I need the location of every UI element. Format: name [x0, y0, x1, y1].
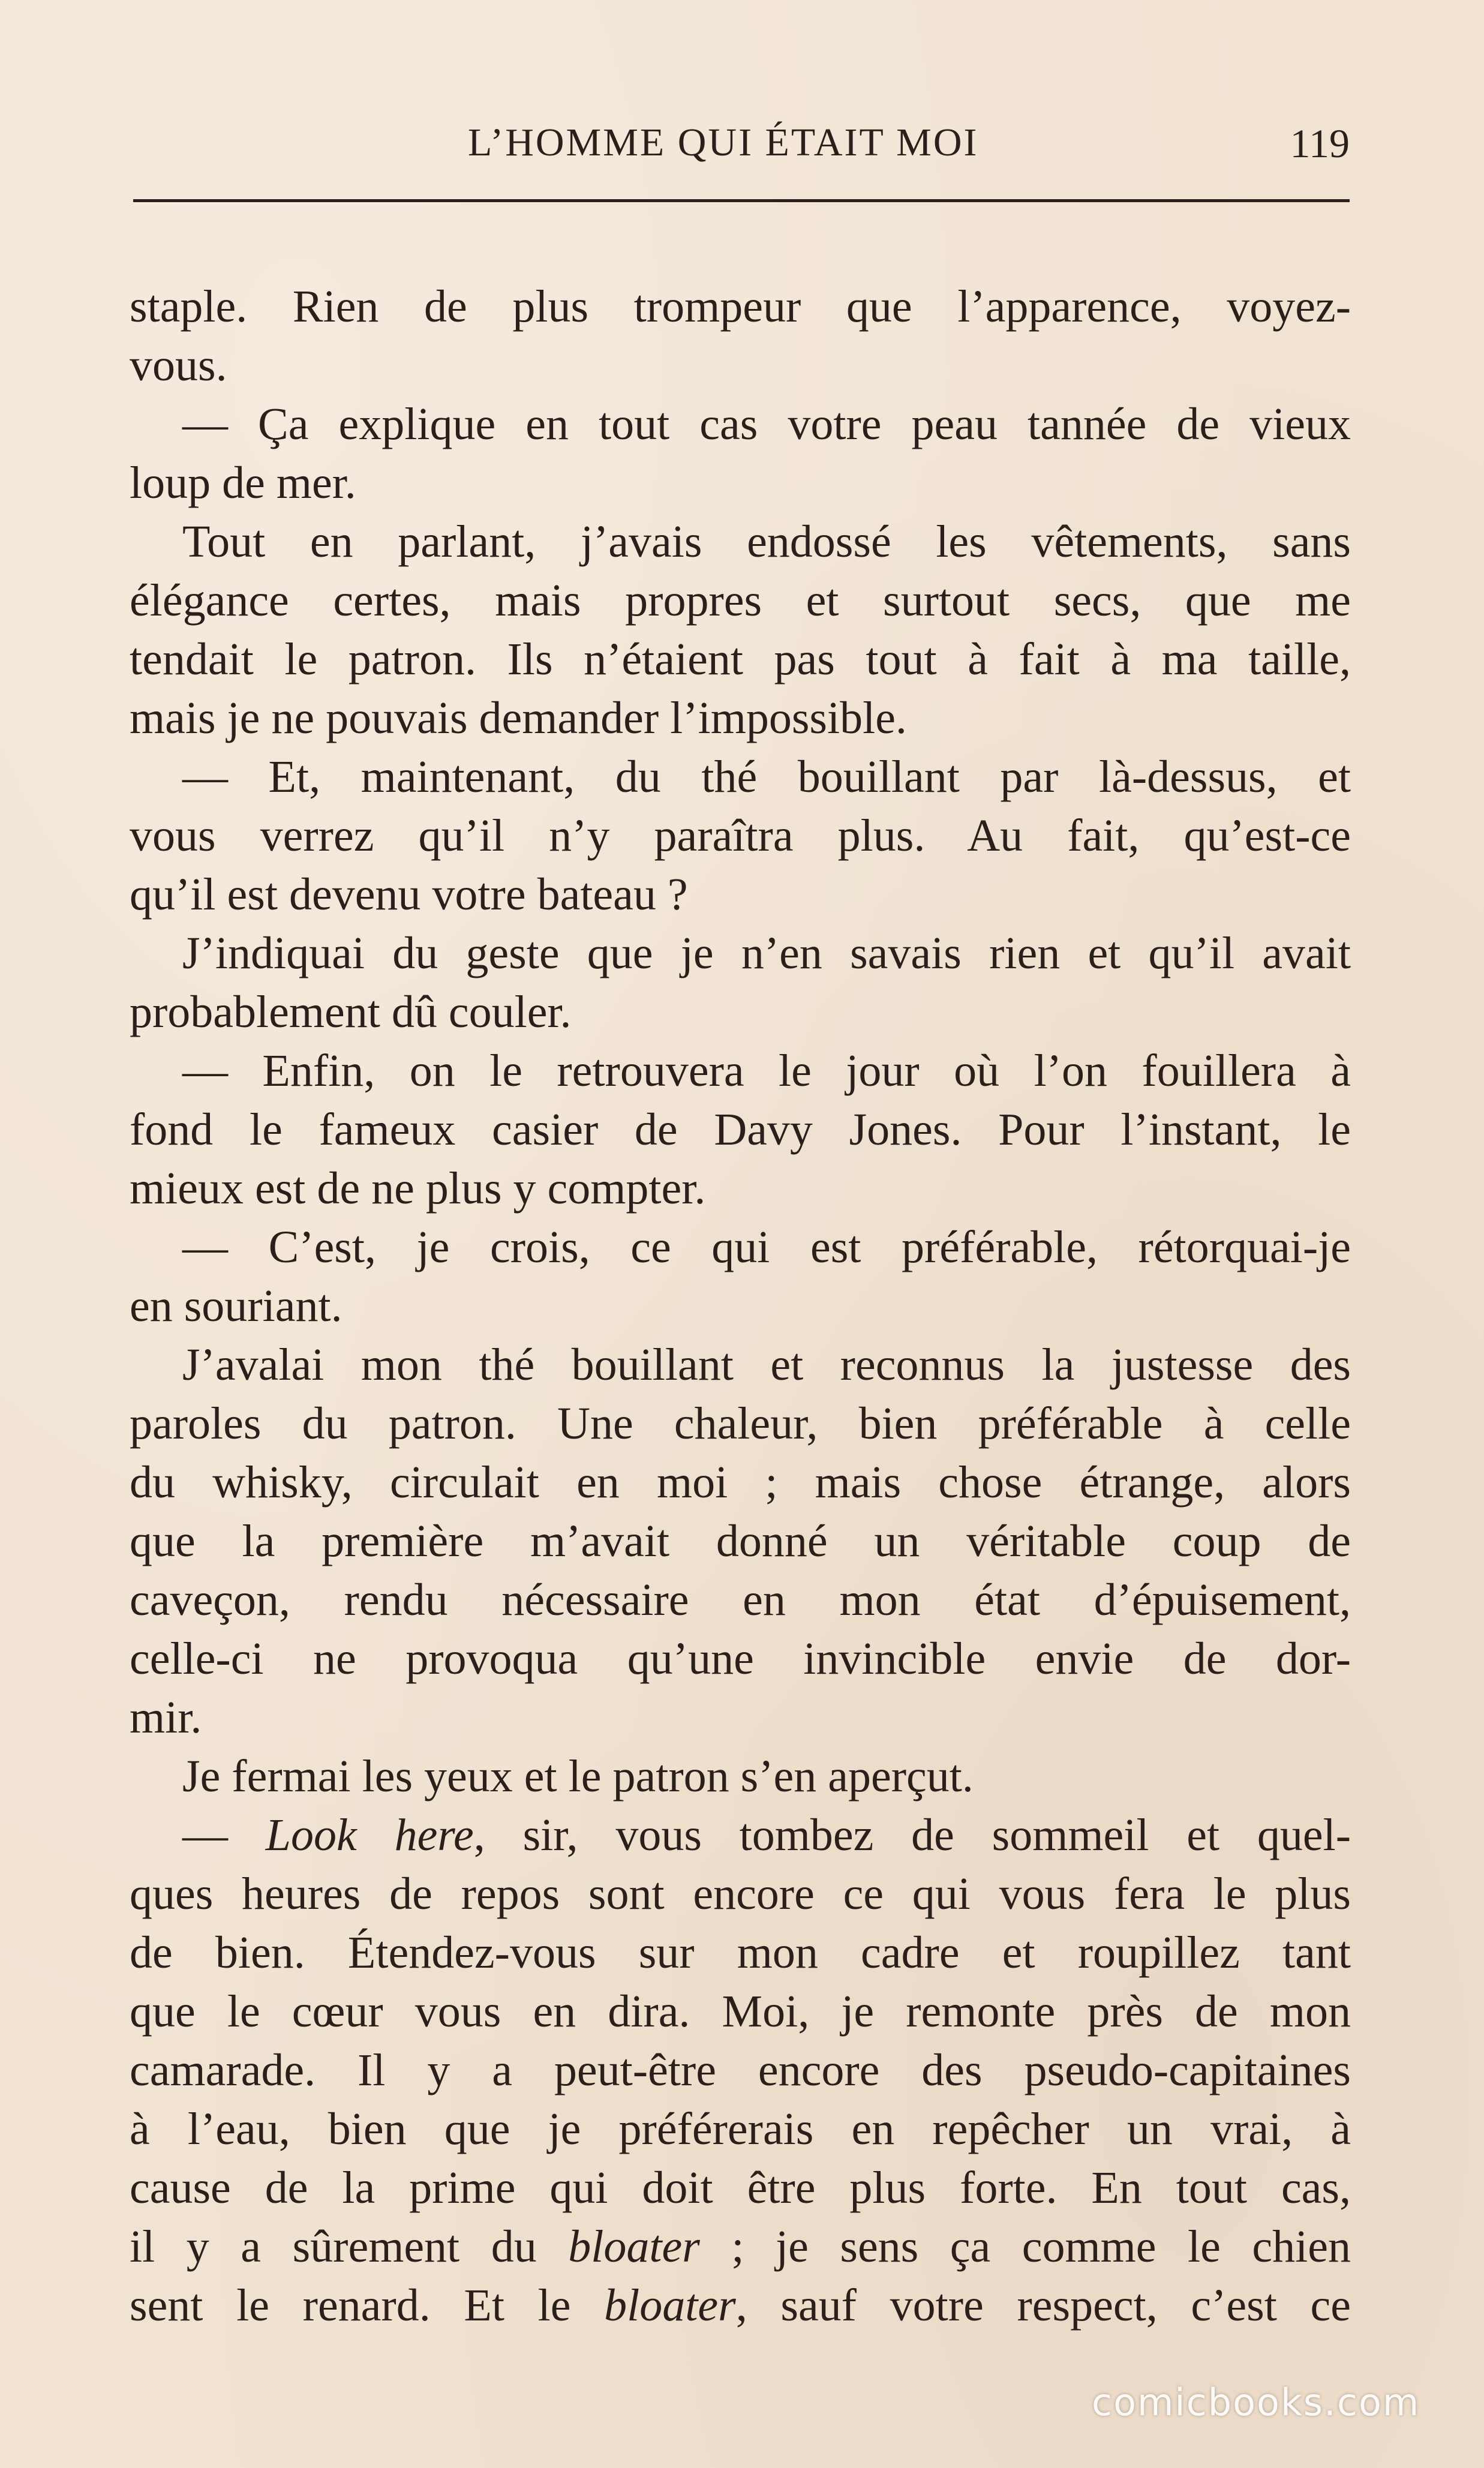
text-line: probablement dû couler.	[130, 987, 572, 1037]
text-line: paroles du patron. Une chaleur, bien préférable à celle	[130, 1398, 1351, 1449]
text-line: que la première m’avait donné un véritable coup de	[130, 1516, 1351, 1566]
em-dash: —	[182, 1810, 266, 1860]
text-line: mais je ne pouvais demander l’impossible.	[130, 693, 907, 743]
line-start: sent le renard. Et le	[130, 2280, 605, 2331]
text-line	[130, 2217, 1351, 2276]
text-line: — Enfin, on le retrouvera le jour où l’on fouillera à	[182, 1046, 1351, 1096]
text-line: fond le fameux casier de Davy Jones. Pour l’instant, le	[130, 1104, 1351, 1155]
text-line: cause de la prime qui doit être plus forte. En tout cas,	[130, 2163, 1351, 2213]
watermark: comicbooks.com	[1092, 2380, 1420, 2424]
text-line: staple. Rien de plus trompeur que l’apparence, voyez-	[130, 281, 1351, 332]
text-line: — C’est, je crois, ce qui est préférable, rétorquai-je	[182, 1222, 1351, 1272]
page-number: 119	[1290, 121, 1350, 166]
text-line: vous verrez qu’il n’y paraîtra plus. Au fait, qu’est-ce	[130, 810, 1351, 861]
text-line: du whisky, circulait en moi ; mais chose étrange, alors	[130, 1457, 1351, 1508]
text-line: Tout en parlant, j’avais endossé les vêtements, sans	[182, 517, 1351, 567]
text-line: élégance certes, mais propres et surtout secs, que me	[130, 575, 1351, 626]
text-line	[130, 2276, 1351, 2335]
text-line: que le cœur vous en dira. Moi, je remonte près de mon	[130, 1986, 1351, 2037]
text-line: J’avalai mon thé bouillant et reconnus la justesse des	[182, 1340, 1351, 1390]
text-line: ques heures de repos sont encore ce qui vous fera le plus	[130, 1869, 1351, 1919]
text-line	[130, 1806, 1351, 1864]
page-header	[132, 120, 1350, 174]
text-line: vous.	[130, 340, 227, 391]
text-line: qu’il est devenu votre bateau ?	[130, 869, 688, 920]
text-line: à l’eau, bien que je préférerais en repêcher un vrai, à	[130, 2104, 1351, 2154]
text-line: celle-ci ne provoqua qu’une invincible envie de dor-	[130, 1634, 1351, 1684]
text-line: de bien. Étendez-vous sur mon cadre et roupillez tant	[130, 1927, 1351, 1978]
text-line: en souriant.	[130, 1281, 343, 1331]
running-title: L’HOMME QUI ÉTAIT MOI	[468, 121, 979, 164]
text-line: tendait le patron. Ils n’étaient pas tout à fait à ma taille,	[130, 634, 1351, 684]
text-line: Je fermai les yeux et le patron s’en aperçut.	[182, 1751, 974, 1802]
italic-word: bloater	[604, 2280, 736, 2331]
text-line: loup de mer.	[130, 458, 356, 508]
text-line: caveçon, rendu nécessaire en mon état d’épuisement,	[130, 1575, 1351, 1625]
text-line: J’indiquai du geste que je n’en savais rien et qu’il avait	[182, 928, 1351, 978]
italic-word: bloater	[568, 2221, 700, 2272]
body-text	[130, 277, 1351, 2335]
text-line: — Ça explique en tout cas votre peau tannée de vieux	[182, 399, 1351, 449]
line-start: il y a sûrement du	[130, 2221, 569, 2272]
text-line: mieux est de ne plus y compter.	[130, 1163, 706, 1214]
header-rule	[133, 199, 1350, 202]
line-rest: , sir, vous tombez de sommeil et quel-	[473, 1810, 1351, 1860]
text-line: camarade. Il y a peut-être encore des pseudo-capitaines	[130, 2045, 1351, 2095]
text-line: mir.	[130, 1692, 202, 1743]
italic-phrase: Look here	[265, 1810, 474, 1860]
text-line: — Et, maintenant, du thé bouillant par là-dessus, et	[182, 752, 1351, 802]
line-rest: ; je sens ça comme le chien	[699, 2221, 1351, 2272]
line-rest: , sauf votre respect, c’est ce	[735, 2280, 1351, 2331]
